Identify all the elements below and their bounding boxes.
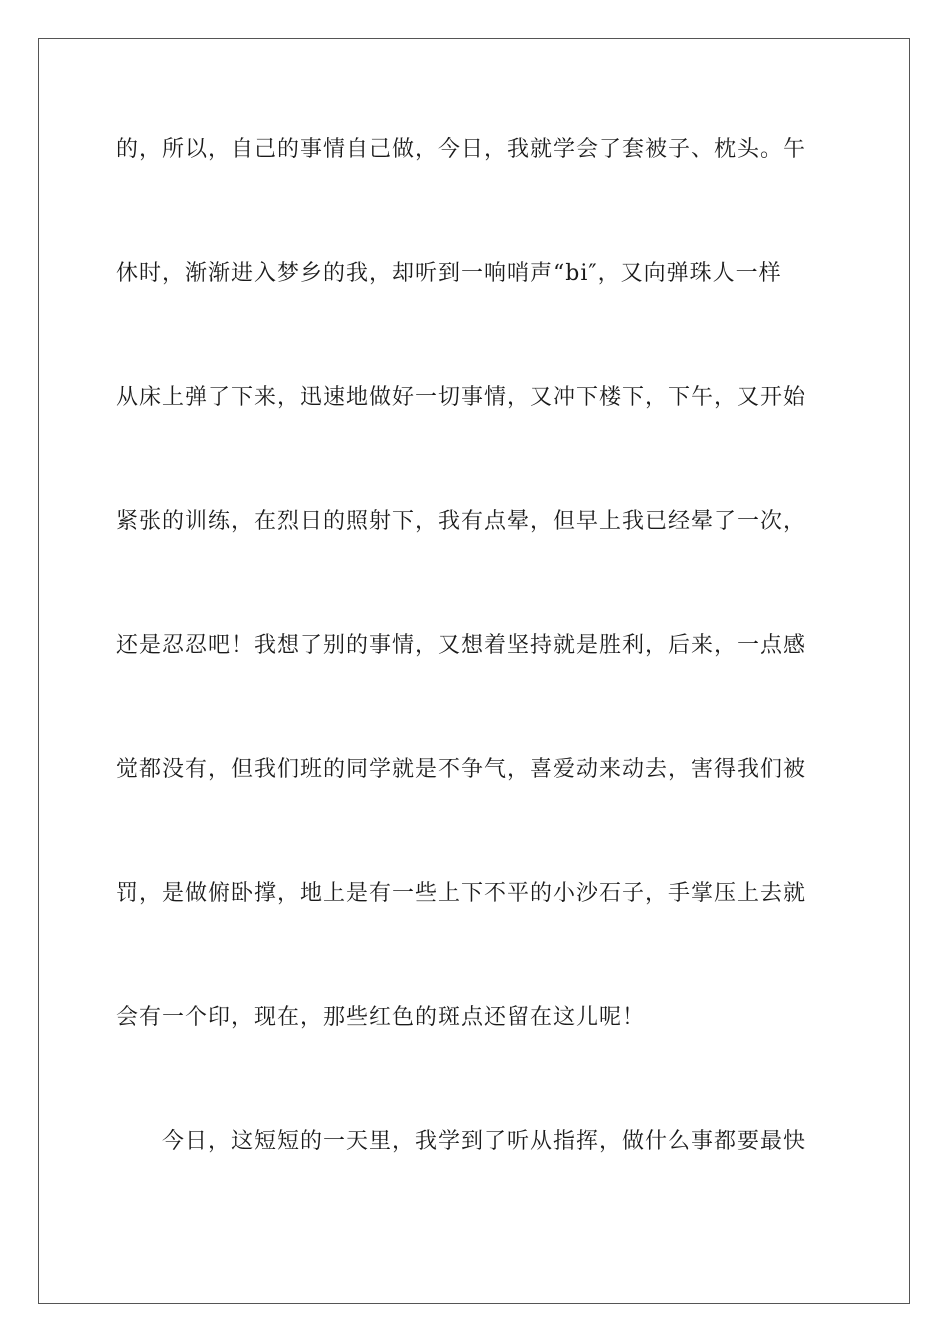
paragraph-line-8: 会有一个印，现在，那些红色的斑点还留在这儿呢！ bbox=[116, 1005, 646, 1030]
paragraph-line-1: 的，所以，自己的事情自己做，今日，我就学会了套被子、枕头。午 bbox=[116, 137, 807, 162]
paragraph-line-3: 从床上弹了下来，迅速地做好一切事情，又冲下楼下，下午，又开始 bbox=[116, 385, 807, 410]
paragraph-line-7: 罚，是做俯卧撑，地上是有一些上下不平的小沙石子，手掌压上去就 bbox=[116, 881, 807, 906]
paragraph-line-9: 今日，这短短的一天里，我学到了听从指挥，做什么事都要最快 bbox=[162, 1129, 807, 1154]
paragraph-line-5: 还是忍忍吧！我想了别的事情，又想着坚持就是胜利，后来，一点感 bbox=[116, 633, 807, 658]
page-border bbox=[38, 38, 910, 1304]
paragraph-line-2: 休时，渐渐进入梦乡的我，却听到一响哨声“bi″，又向弹珠人一样 bbox=[116, 261, 782, 286]
paragraph-line-6: 觉都没有，但我们班的同学就是不争气，喜爱动来动去，害得我们被 bbox=[116, 757, 807, 782]
paragraph-line-4: 紧张的训练，在烈日的照射下，我有点晕，但早上我已经晕了一次， bbox=[116, 509, 807, 534]
